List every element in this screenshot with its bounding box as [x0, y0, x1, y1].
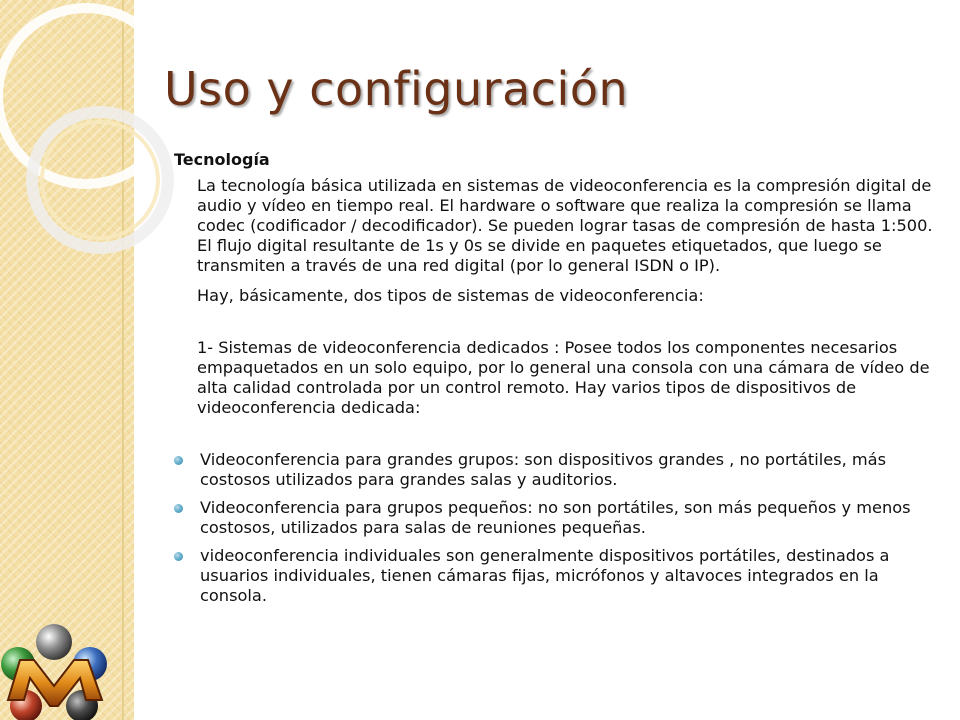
paragraph-types-intro-text: Hay, básicamente, dos tipos de sistemas de videoconferencia:	[197, 286, 704, 305]
list-item-text: Videoconferencia para grupos pequeños: no son portátiles, son más pequeños y menos costosos, utilizados para salas de reuniones pequeñas.	[200, 498, 911, 537]
bullet-dot-icon	[174, 552, 183, 561]
paragraph-technology-text: La tecnología básica utilizada en sistemas de videoconferencia es la compresión digital de audio y vídeo en tiempo real. El hardware o software que realiza la compresión se llama codec (codificador / decodificador). Se pueden lograr tasas de compresión de hasta 1:500. El flujo digital resultante de 1s y 0s se divide en paquetes etiquetados, que luego se transmiten a través de una red digital (por lo general ISDN o IP).	[197, 176, 933, 275]
m-logo-icon	[0, 620, 110, 720]
decorative-circles	[0, 0, 180, 300]
slide-content	[170, 150, 940, 614]
list-item	[170, 450, 940, 490]
list-item-text: Videoconferencia para grandes grupos: son dispositivos grandes , no portátiles, más costosos utilizados para grandes salas y auditorios.	[200, 450, 887, 489]
paragraph-dedicated-systems-text: 1- Sistemas de videoconferencia dedicados : Posee todos los componentes necesarios empaquetados en un solo equipo, por lo general una consola con una cámara de vídeo de alta calidad controlada por un control remoto. Hay varios tipos de dispositivos de videoconferencia dedicada:	[197, 338, 930, 417]
paragraph-dedicated-systems	[197, 338, 940, 418]
list-item	[170, 498, 940, 538]
paragraph-technology	[197, 176, 940, 276]
paragraph-types-intro	[197, 286, 940, 306]
section-heading: Tecnología	[174, 150, 270, 169]
list-item-text: videoconferencia individuales son generalmente dispositivos portátiles, destinados a usuarios individuales, tienen cámaras fijas, micrófonos y altavoces integrados en la consola.	[200, 546, 890, 605]
list-item	[170, 546, 940, 606]
slide-title: Uso y configuración	[164, 62, 629, 116]
bullet-dot-icon	[174, 456, 183, 465]
bullet-dot-icon	[174, 504, 183, 513]
bullet-list	[170, 450, 940, 606]
